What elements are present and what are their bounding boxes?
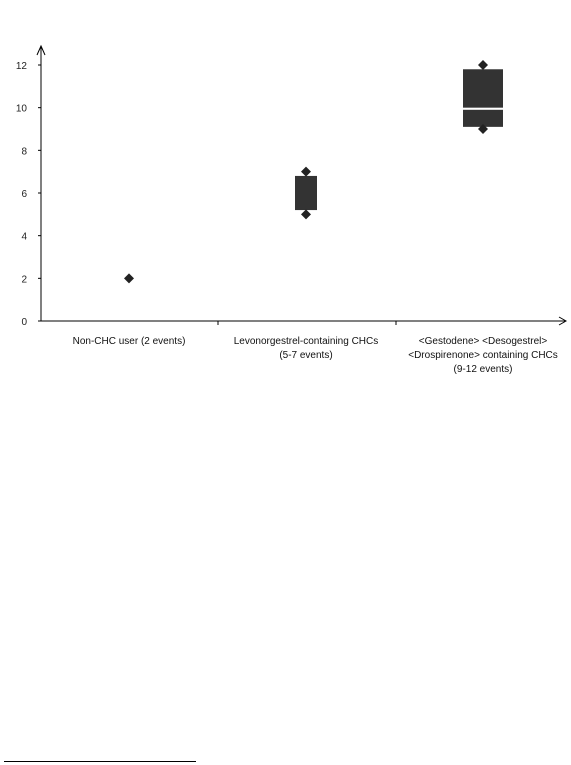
x-category-label: Non-CHC user (2 events) <box>72 336 186 347</box>
x-axis-ticks <box>218 321 396 325</box>
data-points <box>124 60 488 283</box>
x-category-label: Levonorgestrel-containing CHCs <box>233 336 379 347</box>
diamond-point <box>478 60 488 70</box>
footnote-divider <box>4 761 196 762</box>
x-category-label: (5-7 events) <box>279 350 333 361</box>
range-box <box>463 69 503 107</box>
y-tick-label: 4 <box>21 231 27 243</box>
y-tick-label: 0 <box>21 317 27 328</box>
y-tick-label: 6 <box>21 189 27 200</box>
y-axis-ticks <box>16 61 41 328</box>
y-tick-label: 10 <box>15 103 27 115</box>
y-tick-label: 12 <box>15 61 27 72</box>
diamond-point <box>301 209 311 219</box>
category-labels <box>73 336 558 375</box>
x-category-label: (9-12 events) <box>453 364 513 375</box>
x-category-label: <Drospirenone> containing CHCs <box>408 350 558 361</box>
diamond-point <box>301 167 311 177</box>
y-tick-label: 2 <box>21 274 27 286</box>
diamond-point <box>124 273 134 283</box>
y-tick-label: 8 <box>21 146 27 158</box>
range-box <box>295 176 317 210</box>
range-boxes <box>295 69 503 210</box>
x-category-label: <Gestodene> <Desogestrel> <box>418 336 548 347</box>
